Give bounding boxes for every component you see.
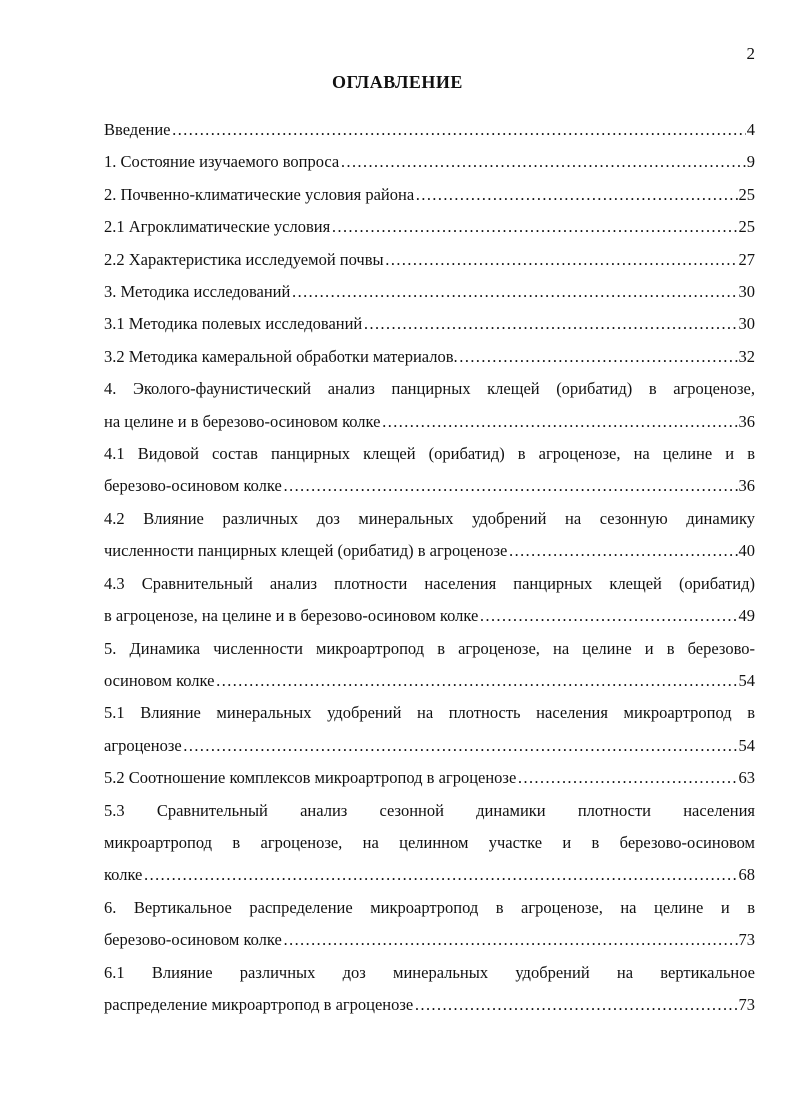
toc-entry-title: 6. Вертикальное распределение микроартропод в агроценозе, на целине и в [104, 897, 755, 917]
toc-entry-title: 5.3 Сравнительный анализ сезонной динамики плотности населения [104, 800, 755, 820]
toc-entry [104, 438, 755, 503]
toc-entry-page: 27 [738, 249, 755, 269]
toc-dot-leader [415, 179, 737, 211]
toc-dot-leader [291, 276, 737, 308]
toc-entry-page: 30 [738, 314, 755, 334]
toc-line [104, 697, 755, 729]
toc-line [104, 989, 755, 1021]
toc-entry-title: 5.2 Соотношение комплексов микроартропод в агроценозе [104, 768, 517, 788]
toc-line [104, 470, 755, 502]
toc-entry [104, 568, 755, 633]
toc-entry-title: березово-осиновом колке [104, 476, 282, 496]
toc-entry-page: 25 [738, 217, 755, 237]
toc-entry-title: 6.1 Влияние различных доз минеральных удобрений на вертикальное [104, 962, 755, 982]
toc-line [104, 859, 755, 891]
toc-entry [104, 244, 755, 276]
toc-line [104, 762, 755, 794]
toc-line [104, 114, 755, 146]
toc-dot-leader [283, 924, 738, 956]
toc-entry-title: Введение [104, 120, 171, 139]
toc-line [104, 535, 755, 567]
toc-entry-page: 49 [738, 606, 755, 626]
toc-line [104, 406, 755, 438]
toc-dot-leader [215, 665, 737, 697]
toc-entry [104, 373, 755, 438]
toc-line [104, 924, 755, 956]
toc-entry [104, 633, 755, 698]
toc-line [104, 795, 755, 827]
toc-entry-title: на целине и в березово-осиновом колке [104, 411, 381, 431]
toc-entry-page: 4 [746, 120, 755, 139]
page-number: 2 [746, 44, 755, 63]
toc-entry-page: 32 [738, 346, 755, 366]
toc-entry-page: 54 [738, 670, 755, 690]
toc-entry [104, 957, 755, 1022]
toc-entry-title: 4.2 Влияние различных доз минеральных удобрений на сезонную динамику [104, 508, 755, 528]
toc-line [104, 730, 755, 762]
toc-dot-leader [143, 859, 737, 891]
toc-entry-title: 3.2 Методика камеральной обработки материалов. [104, 346, 458, 366]
toc-dot-leader [172, 114, 746, 146]
toc-entry-title: микроартропод в агроценозе, на целинном участке и в березово-осиновом [104, 832, 755, 852]
toc-line [104, 633, 755, 665]
toc-entry [104, 503, 755, 568]
table-of-contents [104, 114, 755, 1021]
toc-entry-title: численности панцирных клещей (орибатид) в агроценозе [104, 541, 508, 561]
toc-line [104, 665, 755, 697]
toc-dot-leader [283, 470, 738, 502]
toc-entry [104, 697, 755, 762]
toc-entry-title: березово-осиновом колке [104, 930, 282, 950]
toc-entry-title: 4.1 Видовой состав панцирных клещей (орибатид) в агроценозе, на целине и в [104, 444, 755, 464]
toc-line [104, 308, 755, 340]
toc-entry-title: 2. Почвенно-климатические условия района [104, 184, 415, 204]
toc-line [104, 957, 755, 989]
toc-entry-title: 1. Состояние изучаемого вопроса [104, 152, 340, 172]
toc-entry [104, 211, 755, 243]
toc-line [104, 211, 755, 243]
toc-entry-title: 5. Динамика численности микроартропод в агроценозе, на целине и в березово- [104, 638, 755, 658]
toc-line [104, 600, 755, 632]
toc-line [104, 438, 755, 470]
page-title: ОГЛАВЛЕНИЕ [332, 72, 463, 92]
toc-dot-leader [363, 308, 737, 340]
toc-entry-page: 40 [738, 541, 755, 561]
toc-entry-page: 25 [738, 184, 755, 204]
toc-entry [104, 114, 755, 146]
toc-entry-page: 63 [738, 768, 755, 788]
toc-dot-leader [183, 730, 738, 762]
toc-entry-title: осиновом колке [104, 670, 215, 690]
toc-entry-page: 9 [746, 152, 755, 172]
toc-entry-page: 36 [738, 476, 755, 496]
toc-entry [104, 308, 755, 340]
toc-line [104, 244, 755, 276]
toc-dot-leader [385, 244, 738, 276]
toc-dot-leader [340, 146, 745, 178]
toc-dot-leader [517, 762, 737, 794]
toc-entry [104, 276, 755, 308]
toc-line [104, 503, 755, 535]
toc-dot-leader [331, 211, 737, 243]
toc-entry-title: 2.1 Агроклиматические условия [104, 217, 331, 237]
toc-line [104, 892, 755, 924]
toc-entry [104, 892, 755, 957]
toc-entry-title: 2.2 Характеристика исследуемой почвы [104, 249, 384, 269]
toc-dot-leader [381, 406, 737, 438]
toc-entry [104, 341, 755, 373]
toc-line [104, 179, 755, 211]
toc-entry-title: колке [104, 865, 143, 885]
toc-entry [104, 795, 755, 892]
toc-line [104, 568, 755, 600]
toc-entry-title: 5.1 Влияние минеральных удобрений на плотность населения микроартропод в [104, 703, 755, 723]
toc-entry-title: распределение микроартропод в агроценозе [104, 994, 414, 1014]
toc-entry-page: 73 [738, 930, 755, 950]
toc-entry-title: 3. Методика исследований [104, 282, 291, 302]
toc-entry-title: 4. Эколого-фаунистический анализ панцирных клещей (орибатид) в агроценозе, [104, 379, 755, 399]
toc-entry-title: 3.1 Методика полевых исследований [104, 314, 363, 334]
toc-entry-page: 73 [738, 994, 755, 1014]
toc-entry-page: 30 [738, 282, 755, 302]
toc-entry [104, 179, 755, 211]
toc-dot-leader [414, 989, 737, 1021]
toc-dot-leader [479, 600, 737, 632]
toc-dot-leader [508, 535, 737, 567]
toc-line [104, 827, 755, 859]
toc-line [104, 373, 755, 405]
toc-entry [104, 762, 755, 794]
toc-entry-title: агроценозе [104, 735, 182, 755]
toc-entry-title: в агроценозе, на целине и в березово-осиновом колке [104, 606, 479, 626]
toc-entry-page: 68 [738, 865, 755, 885]
toc-line [104, 146, 755, 178]
toc-entry-page: 54 [738, 735, 755, 755]
toc-line [104, 276, 755, 308]
toc-entry [104, 146, 755, 178]
toc-entry-page: 36 [738, 411, 755, 431]
toc-line [104, 341, 755, 373]
toc-entry-title: 4.3 Сравнительный анализ плотности населения панцирных клещей (орибатид) [104, 573, 755, 593]
toc-dot-leader [459, 341, 738, 373]
